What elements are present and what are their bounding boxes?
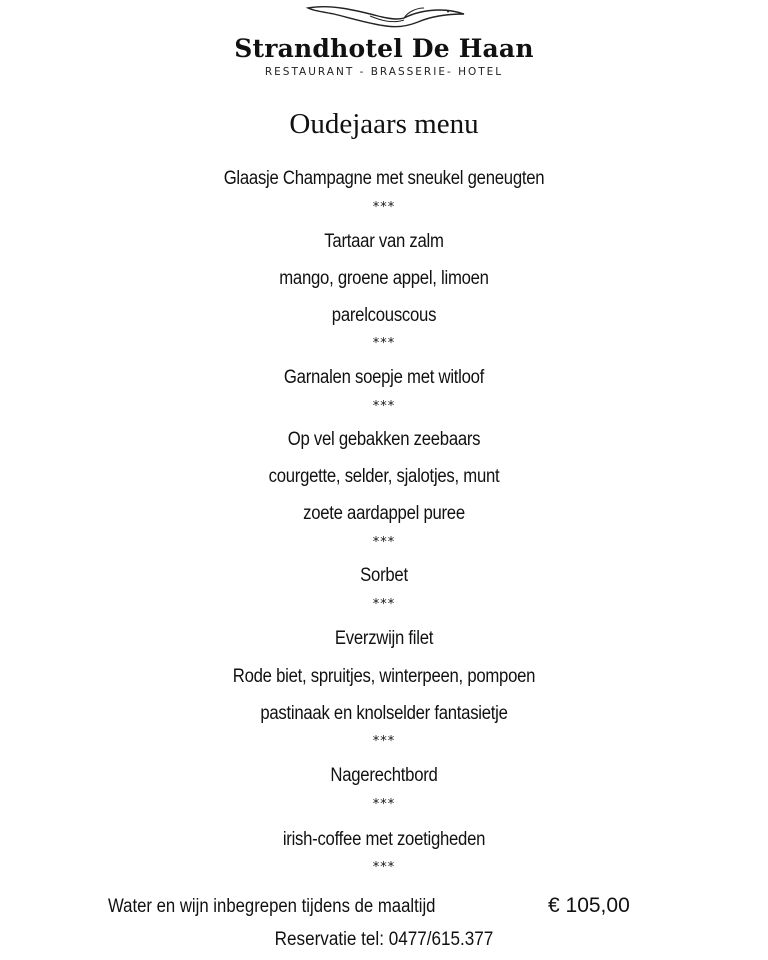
course-separator: *** [372, 597, 396, 612]
course-separator: *** [372, 860, 396, 875]
menu-item: irish-coffee met zoetigheden [282, 829, 486, 850]
hotel-logo [0, 0, 768, 90]
menu-item: Rode biet, spruitjes, winterpeen, pompoen [232, 666, 536, 687]
menu-item: pastinaak en knolselder fantasietje [260, 703, 508, 724]
reservation-phone: Reservatie tel: 0477/615.377 [274, 929, 494, 950]
course-separator: *** [372, 336, 396, 351]
course-separator: *** [372, 399, 396, 414]
menu-title: Oudejaars menu [289, 108, 479, 140]
menu-item: Nagerechtbord [330, 765, 438, 786]
menu-item: mango, groene appel, limoen [279, 268, 489, 289]
drinks-included-note: Water en wijn inbegrepen tijdens de maaltijd [108, 896, 436, 917]
menu-item: parelcouscous [331, 305, 437, 326]
menu-item: Sorbet [360, 565, 408, 586]
menu-item: Everzwijn filet [334, 628, 434, 649]
menu-item: zoete aardappel puree [303, 503, 465, 524]
seagull-icon [300, 2, 470, 32]
course-separator: *** [372, 200, 396, 215]
course-separator: *** [372, 797, 396, 812]
menu-item: Tartaar van zalm [324, 231, 444, 252]
menu-price: € 105,00 [548, 894, 630, 917]
menu-item: Glaasje Champagne met sneukel geneugten [223, 168, 545, 189]
hotel-tagline: RESTAURANT - BRASSERIE- HOTEL [264, 66, 504, 78]
course-separator: *** [372, 734, 396, 749]
menu-item: Op vel gebakken zeebaars [287, 429, 481, 450]
hotel-name: Strandhotel De Haan [234, 34, 534, 63]
course-separator: *** [372, 535, 396, 550]
menu-item: courgette, selder, sjalotjes, munt [268, 466, 500, 487]
menu-item: Garnalen soepje met witloof [283, 367, 485, 388]
